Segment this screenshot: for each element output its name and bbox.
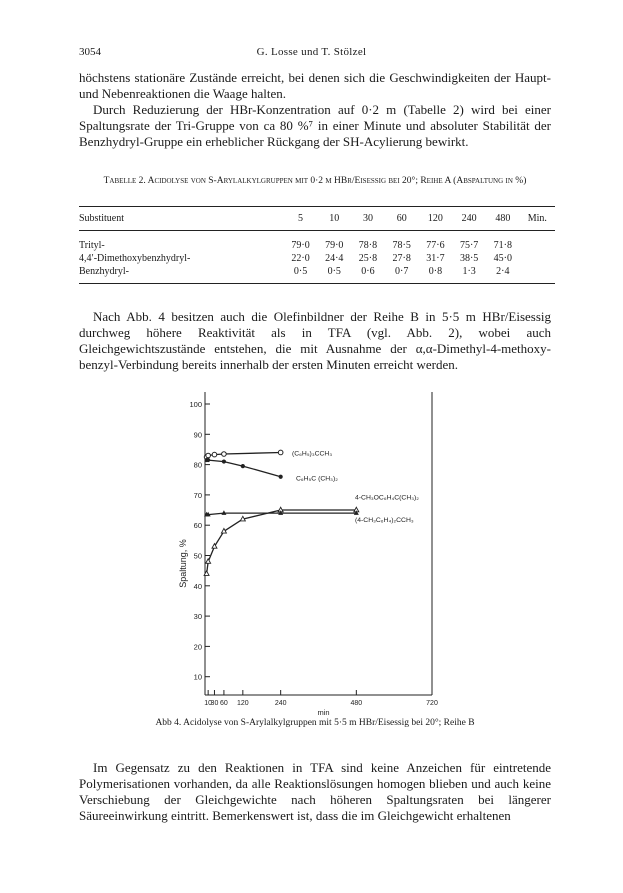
x-tick-label: 10 bbox=[204, 700, 213, 707]
series-label: (C₆H₅)₃CCH₃ bbox=[292, 450, 333, 458]
table-header-cell: 120 bbox=[419, 207, 453, 231]
data-point-filled-circle bbox=[279, 475, 283, 479]
figure-caption: Abb 4. Acidolyse von S-Arylalkylgruppen mit 5·5 m HBr/Eisessig bei 20°; Reihe B bbox=[155, 718, 475, 728]
table-cell: 1·3 bbox=[462, 266, 476, 277]
series-line bbox=[207, 510, 357, 574]
table-cell: 71·8 bbox=[493, 240, 513, 251]
y-axis-label: Spaltung, % bbox=[178, 539, 188, 588]
series-layer bbox=[204, 450, 359, 575]
table-header-cell: Min. bbox=[520, 207, 555, 231]
page-number: 3054 bbox=[79, 46, 101, 58]
x-axis-label: min bbox=[317, 708, 330, 717]
table-header-cell: 30 bbox=[351, 207, 385, 231]
y-tick-label: 80 bbox=[193, 460, 202, 470]
table-cell: 79·0 bbox=[325, 240, 344, 251]
paragraph-1: höchstens stationäre Zustände erreicht, bei denen sich die Geschwindigkeiten der Haupt- und Nebenreaktionen die Waage halten. bbox=[79, 70, 551, 101]
x-tick-label: 30 bbox=[210, 700, 219, 707]
table-header-cell: 5 bbox=[284, 207, 318, 231]
y-tick-label: 10 bbox=[193, 672, 202, 682]
table-cell: 38·5 bbox=[459, 253, 479, 264]
table-cell: 45·0 bbox=[493, 253, 513, 264]
table-cell: 75·7 bbox=[459, 240, 479, 251]
y-tick-label: 60 bbox=[193, 521, 202, 531]
y-tick-label: 40 bbox=[193, 581, 202, 591]
data-point-open-circle bbox=[222, 452, 227, 457]
y-tick-label: 20 bbox=[193, 642, 202, 652]
table-cell: 78·5 bbox=[392, 240, 411, 251]
table-cell: 79·0 bbox=[291, 240, 310, 251]
table-header-cell: 10 bbox=[317, 207, 351, 231]
table-cell: 0·8 bbox=[428, 266, 443, 277]
table-cell: 78·8 bbox=[358, 240, 378, 251]
x-tick-label: 480 bbox=[350, 700, 363, 707]
y-tick-label: 90 bbox=[193, 430, 202, 440]
data-point-filled-circle bbox=[206, 458, 210, 462]
data-point-open-circle bbox=[206, 453, 211, 458]
y-tick-label: 100 bbox=[189, 400, 202, 409]
data-point-open-triangle bbox=[221, 528, 226, 533]
table-cell: 24·4 bbox=[325, 253, 344, 264]
table-cell: Benzhydryl- bbox=[79, 266, 129, 277]
table-header-cell: 240 bbox=[452, 207, 486, 231]
data-point-filled-circle bbox=[241, 464, 245, 468]
data-point-open-triangle bbox=[240, 516, 245, 521]
running-head: G. Losse und T. Stölzel bbox=[256, 46, 367, 58]
table-cell: 31·7 bbox=[426, 253, 445, 264]
table-header-cell: Substituent bbox=[79, 207, 284, 231]
table-cell: 77·6 bbox=[426, 240, 445, 251]
paragraph-block-bottom bbox=[79, 760, 551, 824]
table-cell: 0·5 bbox=[327, 266, 341, 277]
data-point-open-circle bbox=[278, 450, 283, 455]
table-cell: 25·8 bbox=[358, 253, 378, 264]
x-tick-label: 60 bbox=[220, 700, 228, 707]
series-label: C₆H₅C (CH₃)₂ bbox=[296, 475, 338, 483]
data-point-open-circle bbox=[212, 452, 217, 457]
table-cell: 4,4′-Dimethoxybenzhydryl- bbox=[79, 253, 191, 264]
x-tick-label: 120 bbox=[236, 700, 249, 707]
paragraph-4: Im Gegensatz zu den Reaktionen in TFA sind keine Anzeichen für eintretende Polymerisationen vorhanden, da alle Reaktionslösungen homogen blieben und auch keine Verschiebung der Gleichgewichte nach höheren Spaltungsraten bei längerer Säureeinwirkung eintritt. Bemerkenswert ist, dass die im Gleichgewicht erhaltenen bbox=[79, 760, 551, 823]
table-cell: 0·7 bbox=[395, 266, 409, 277]
data-point-filled-circle bbox=[222, 459, 226, 463]
table-header-cell: 60 bbox=[385, 207, 419, 231]
axes-layer bbox=[178, 400, 438, 717]
data-point-open-triangle bbox=[206, 559, 211, 564]
series-label: 4-CH₃OC₆H₄C(CH₃)₂ bbox=[355, 494, 419, 502]
y-tick-label: 30 bbox=[193, 612, 202, 622]
table-cell: 27·8 bbox=[392, 253, 411, 264]
table-caption: Tabelle 2. Acidolyse von S-Arylalkylgruppen mit 0·2 m HBr/Eisessig bei 20°; Reihe A (Abspaltung in %) bbox=[103, 176, 527, 186]
table-header-cell: 480 bbox=[486, 207, 520, 231]
series-label: (4-CH₃C₆H₄)₂CCH₃ bbox=[355, 517, 414, 525]
y-tick-label: 50 bbox=[193, 551, 202, 561]
y-tick-label: 70 bbox=[193, 490, 202, 500]
table-cell: Trityl- bbox=[79, 240, 105, 251]
table-cell: 0·5 bbox=[293, 266, 308, 277]
series-line bbox=[207, 453, 281, 458]
paragraph-2: Durch Reduzierung der HBr-Konzentration auf 0·2 m (Tabelle 2) wird bei einer Spaltungsrate der Tri-Gruppe von ca 80 %⁷ in einer Minute und absoluter Stabilität der Benzhydryl-Gruppe ein erheblicher Rückgang der SH-Acylierung bewirkt. bbox=[79, 102, 551, 149]
table-cell: 0·6 bbox=[361, 266, 375, 277]
series-line bbox=[207, 460, 281, 477]
table-cell: 2·4 bbox=[496, 266, 510, 277]
x-tick-label: 240 bbox=[274, 700, 287, 707]
table-cell: 22·0 bbox=[291, 253, 310, 264]
x-tick-label: 720 bbox=[426, 700, 438, 707]
paragraph-3: Nach Abb. 4 besitzen auch die Olefinbildner der Reihe B in 5·5 m HBr/Eisessig durchweg höhere Reaktivität als in TFA (vgl. Abb. 2), wobei auch Gleichgewichtszustände entstehen, die mit Ausnahme der α,α-Dimethyl-4-methoxy-benzyl-Verbindung bereits innerhalb der ersten Minuten erreicht werden. bbox=[79, 309, 551, 372]
